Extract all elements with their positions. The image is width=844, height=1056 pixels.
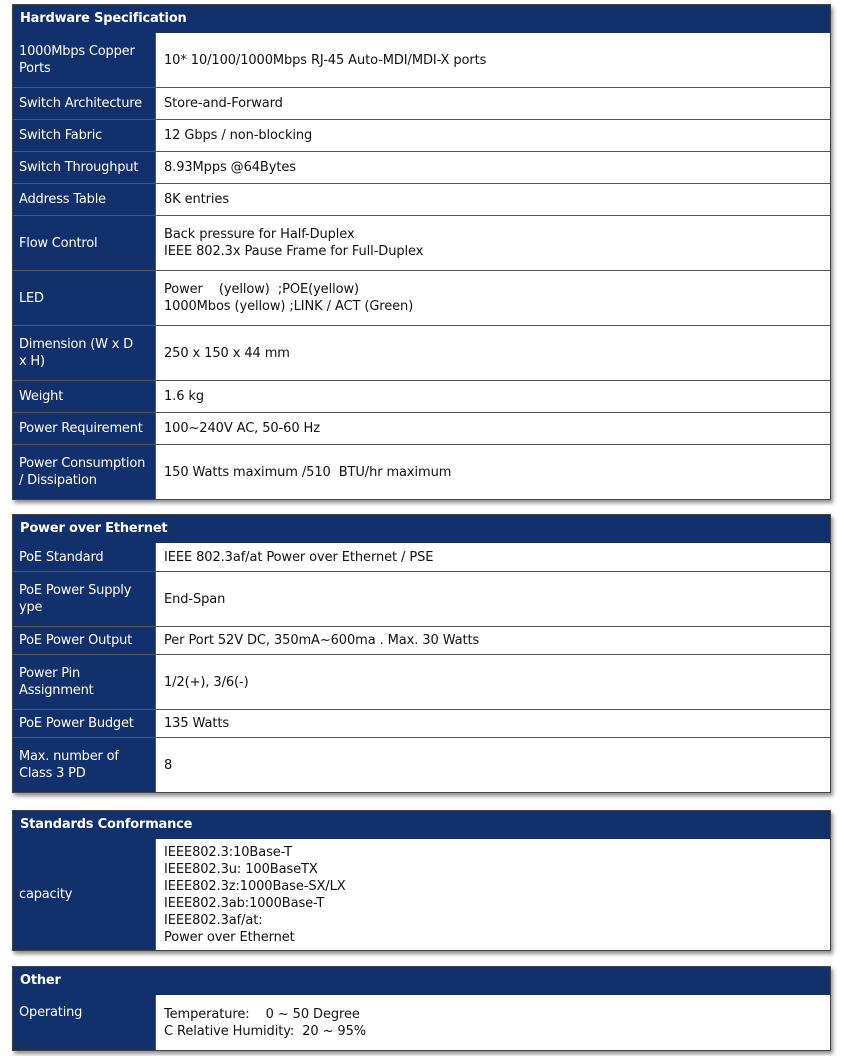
spec-label: Switch Fabric — [13, 120, 155, 151]
spec-value: 12 Gbps / non-blocking — [155, 120, 830, 151]
power-over-ethernet-table — [12, 514, 831, 793]
spec-label: Weight — [13, 381, 155, 412]
spec-value: End-Span — [155, 572, 830, 626]
spec-label: Power Requirement — [13, 413, 155, 444]
spec-value: Back pressure for Half-Duplex IEEE 802.3x Pause Frame for Full-Duplex — [155, 216, 830, 270]
spec-row — [13, 87, 830, 119]
standards-conformance-table — [12, 810, 831, 951]
spec-row — [13, 412, 830, 444]
spec-label: PoE Power Budget — [13, 710, 155, 737]
spec-value: Per Port 52V DC, 350mA~600ma . Max. 30 Watts — [155, 627, 830, 654]
spec-label: Switch Architecture — [13, 88, 155, 119]
spec-value: Store-and-Forward — [155, 88, 830, 119]
spec-label: Operating — [13, 995, 155, 1050]
spec-row — [13, 839, 830, 950]
spec-label: Switch Throughput — [13, 152, 155, 183]
spec-row — [13, 571, 830, 626]
section-title: Hardware Specification — [13, 5, 830, 33]
spec-value: 8.93Mpps @64Bytes — [155, 152, 830, 183]
spec-label: Dimension (W x D x H) — [13, 326, 155, 380]
spec-label: Address Table — [13, 184, 155, 215]
poe-rows — [13, 543, 830, 792]
spec-row — [13, 709, 830, 737]
spec-row — [13, 380, 830, 412]
spec-value: 8K entries — [155, 184, 830, 215]
section-title: Standards Conformance — [13, 811, 830, 839]
spec-value: 1.6 kg — [155, 381, 830, 412]
spec-value: 135 Watts — [155, 710, 830, 737]
standards-rows — [13, 839, 830, 950]
spec-value: 10* 10/100/1000Mbps RJ-45 Auto-MDI/MDI-X ports — [155, 33, 830, 87]
spec-label: capacity — [13, 839, 155, 950]
spec-value: 100~240V AC, 50-60 Hz — [155, 413, 830, 444]
spec-row — [13, 444, 830, 499]
spec-value: 1/2(+), 3/6(-) — [155, 655, 830, 709]
spec-value: 250 x 150 x 44 mm — [155, 326, 830, 380]
spec-row — [13, 654, 830, 709]
spec-label: 1000Mbps Copper Ports — [13, 33, 155, 87]
spec-value: 150 Watts maximum /510 BTU/hr maximum — [155, 445, 830, 499]
spec-value: 8 — [155, 738, 830, 792]
spec-label: Power Pin Assignment — [13, 655, 155, 709]
spec-label: PoE Power Output — [13, 627, 155, 654]
hardware-rows — [13, 33, 830, 499]
spec-row — [13, 626, 830, 654]
spec-value: IEEE 802.3af/at Power over Ethernet / PSE — [155, 543, 830, 571]
spec-row — [13, 543, 830, 571]
other-table — [12, 966, 831, 1051]
spec-row — [13, 325, 830, 380]
spec-label: Max. number of Class 3 PD — [13, 738, 155, 792]
spec-label: Power Consumption / Dissipation — [13, 445, 155, 499]
spec-row — [13, 183, 830, 215]
hardware-specification-table — [12, 4, 831, 500]
spec-row — [13, 995, 830, 1050]
spec-label: PoE Standard — [13, 543, 155, 571]
spec-label: LED — [13, 271, 155, 325]
spec-label: PoE Power Supply ype — [13, 572, 155, 626]
spec-label: Flow Control — [13, 216, 155, 270]
spec-row — [13, 737, 830, 792]
spec-row — [13, 270, 830, 325]
spec-value: Power (yellow) ;POE(yellow) 1000Mbos (yellow) ;LINK / ACT (Green) — [155, 271, 830, 325]
spec-row — [13, 119, 830, 151]
spec-row — [13, 151, 830, 183]
section-title: Power over Ethernet — [13, 515, 830, 543]
section-title: Other — [13, 967, 830, 995]
spec-value: IEEE802.3:10Base-T IEEE802.3u: 100BaseTX IEEE802.3z:1000Base-SX/LX IEEE802.3ab:1000Base-T IEEE802.3af/at: Power over Ethernet — [155, 839, 830, 950]
spec-row — [13, 33, 830, 87]
spec-value: Temperature: 0 ~ 50 Degree C Relative Humidity: 20 ~ 95% — [155, 995, 830, 1050]
spec-row — [13, 215, 830, 270]
other-rows — [13, 995, 830, 1050]
